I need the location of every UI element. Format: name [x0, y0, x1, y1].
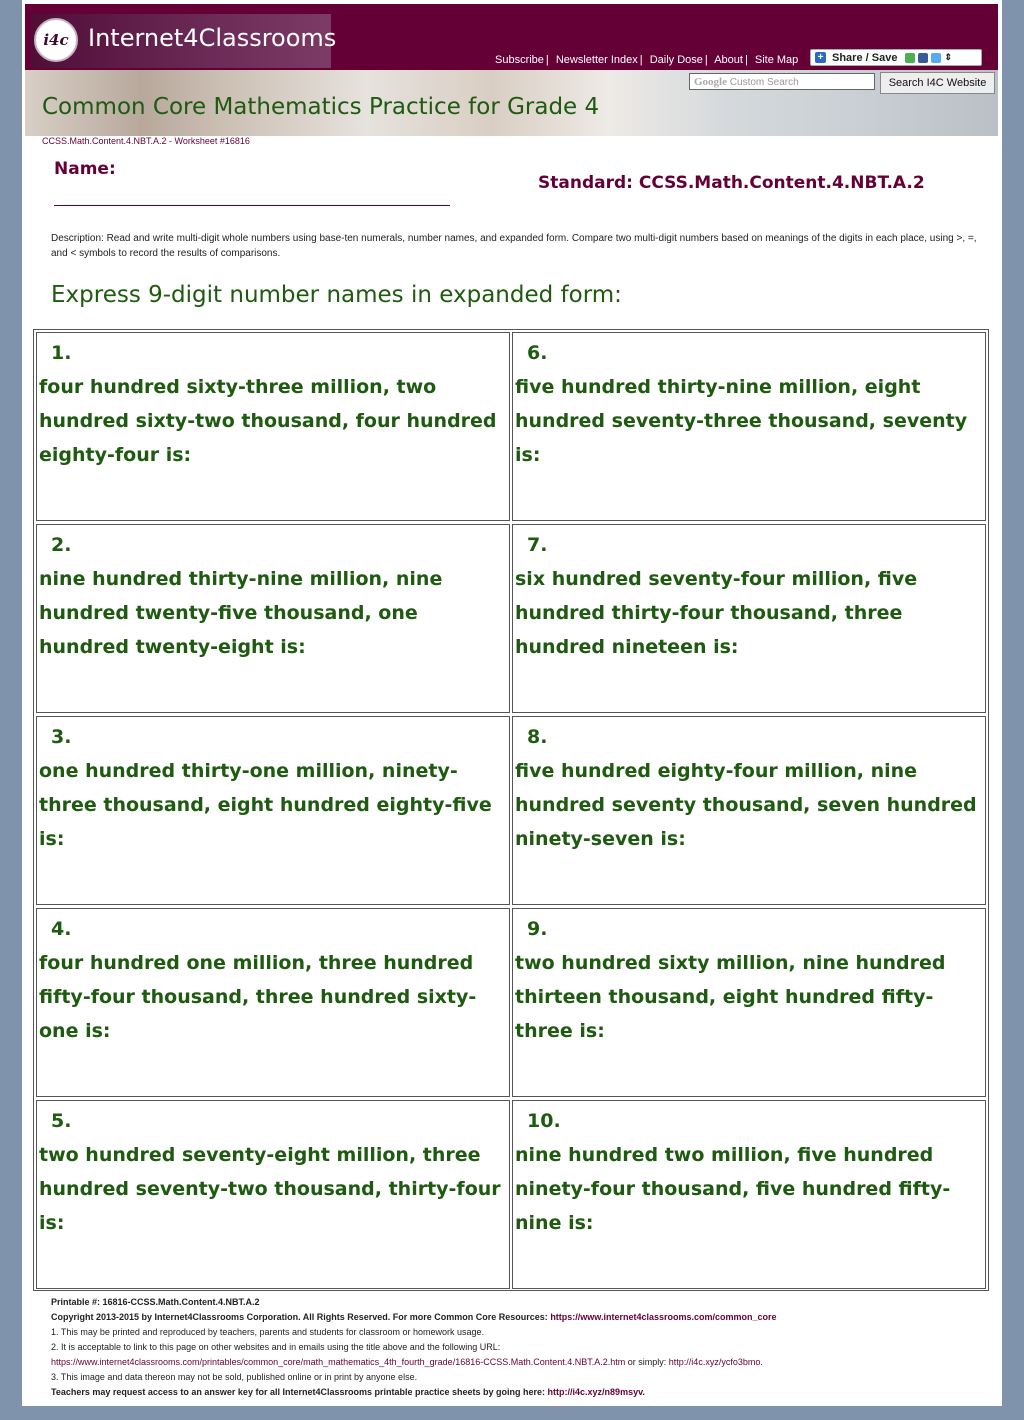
question-text: nine hundred two million, five hundred ninety-four thousand, five hundred fifty-nine is:: [515, 1144, 951, 1234]
question-cell: [512, 332, 986, 521]
nav-separator: |: [639, 54, 643, 66]
breadcrumb: CCSS.Math.Content.4.NBT.A.2 - Worksheet #16816: [42, 136, 250, 146]
top-nav: [495, 54, 798, 66]
question-text: six hundred seventy-four million, five hundred thirty-four thousand, three hundred nineteen is:: [515, 568, 918, 658]
answer-key-text: Teachers may request access to an answer key for all Internet4Classrooms printable practice sheets by going here:: [51, 1387, 546, 1397]
question-cell: [36, 332, 510, 521]
answer-key-link[interactable]: http://i4c.xyz/n89msyv: [547, 1387, 643, 1397]
question-text: four hundred sixty-three million, two hundred sixty-two thousand, four hundred eighty-four is:: [39, 376, 497, 466]
question-number: 3.: [51, 726, 72, 748]
twitter-icon: [931, 53, 941, 63]
question-cell: [512, 524, 986, 713]
question-number: 5.: [51, 1110, 72, 1132]
question-number: 6.: [527, 342, 548, 364]
short-url-link[interactable]: http://i4c.xyz/ycfo3bmo: [668, 1357, 761, 1367]
question-text: nine hundred thirty-nine million, nine hundred twenty-five thousand, one hundred twenty-eight is:: [39, 568, 443, 658]
worksheet-page: [22, 0, 1002, 1406]
dropdown-arrow-icon: ⇕: [944, 52, 952, 62]
question-text: five hundred eighty-four million, nine hundred seventy thousand, seven hundred ninety-seven is:: [515, 760, 977, 850]
question-number: 1.: [51, 342, 72, 364]
instructions-heading: Express 9-digit number names in expanded form:: [51, 282, 622, 308]
share-save-button[interactable]: [810, 49, 982, 66]
footer-note-2: 2. It is acceptable to link to this page on other websites and in emails using the title above and the following URL:: [51, 1342, 501, 1352]
copyright-text: Copyright 2013-2015 by Internet4Classrooms Corporation. All Rights Reserved. For more Common Core Resources:: [51, 1312, 548, 1322]
footer-note-3: 3. This image and data thereon may not be sold, published online or in print by anyone else.: [51, 1372, 418, 1382]
question-text: two hundred seventy-eight million, three hundred seventy-two thousand, thirty-four is:: [39, 1144, 501, 1234]
question-text: four hundred one million, three hundred fifty-four thousand, three hundred sixty-one is:: [39, 952, 477, 1042]
question-text: two hundred sixty million, nine hundred thirteen thousand, eight hundred fifty-three is:: [515, 952, 946, 1042]
printable-number: Printable #: 16816-CCSS.Math.Content.4.NBT.A.2: [51, 1297, 260, 1307]
description-text: Description: Read and write multi-digit whole numbers using base-ten numerals, number names, and expanded form. Compare two multi-digit numbers based on meanings of the digits in each place, using >, =, and < symbols to record the results of comparisons.: [51, 233, 977, 259]
facebook-icon: [918, 53, 928, 63]
question-text: one hundred thirty-one million, ninety-three thousand, eight hundred eighty-five is:: [39, 760, 492, 850]
question-number: 9.: [527, 918, 548, 940]
answer-key-line: [51, 1385, 995, 1400]
footer-url-line: [51, 1355, 995, 1370]
share-icon: [905, 53, 915, 63]
question-cell: [36, 524, 510, 713]
question-number: 2.: [51, 534, 72, 556]
nav-newsletter-index[interactable]: Newsletter Index: [555, 54, 638, 66]
search-button[interactable]: Search I4C Website: [880, 72, 995, 94]
question-cell: [36, 908, 510, 1097]
search-input[interactable]: [689, 73, 875, 90]
plus-icon: +: [815, 52, 826, 63]
question-number: 8.: [527, 726, 548, 748]
question-text: five hundred thirty-nine million, eight hundred seventy-three thousand, seventy is:: [515, 376, 968, 466]
questions-grid: [33, 329, 989, 1291]
name-line: [54, 205, 450, 206]
logo-text: Internet4Classrooms: [88, 24, 337, 52]
name-label: Name:: [54, 159, 116, 179]
nav-separator: |: [545, 54, 549, 66]
nav-separator: |: [704, 54, 708, 66]
copyright-line: [51, 1310, 995, 1325]
site-header: [25, 4, 998, 70]
nav-daily-dose[interactable]: Daily Dose: [649, 54, 703, 66]
question-number: 10.: [527, 1110, 561, 1132]
url-end: .: [760, 1357, 763, 1367]
footer: [51, 1295, 995, 1400]
share-label: Share / Save: [832, 51, 898, 64]
common-core-link[interactable]: https://www.internet4classrooms.com/common_core: [550, 1312, 777, 1322]
nav-subscribe[interactable]: Subscribe: [495, 54, 544, 66]
google-logo: Google: [694, 76, 727, 88]
question-number: 7.: [527, 534, 548, 556]
nav-separator: |: [744, 54, 748, 66]
question-number: 4.: [51, 918, 72, 940]
answer-key-end: .: [642, 1387, 645, 1397]
question-cell: [512, 908, 986, 1097]
question-cell: [36, 716, 510, 905]
logo-mark-icon: i4c: [34, 18, 78, 62]
search-placeholder: Custom Search: [729, 77, 799, 88]
footer-note-1: 1. This may be printed and reproduced by teachers, parents and students for classroom or homework usage.: [51, 1327, 485, 1337]
page-title: Common Core Mathematics Practice for Grade 4: [42, 94, 600, 120]
question-cell: [36, 1100, 510, 1289]
nav-about[interactable]: About: [714, 54, 743, 66]
nav-site-map[interactable]: Site Map: [754, 54, 799, 66]
worksheet-url-link[interactable]: https://www.internet4classrooms.com/printables/common_core/math_mathematics_4th_fourth_grade/16816-CCSS.Math.Content.4.NBT.A.2.htm: [51, 1357, 626, 1367]
site-logo[interactable]: [31, 14, 337, 68]
standard-label: Standard: CCSS.Math.Content.4.NBT.A.2: [538, 173, 925, 193]
or-simply-text: or simply:: [625, 1357, 669, 1367]
question-cell: [512, 716, 986, 905]
question-cell: [512, 1100, 986, 1289]
